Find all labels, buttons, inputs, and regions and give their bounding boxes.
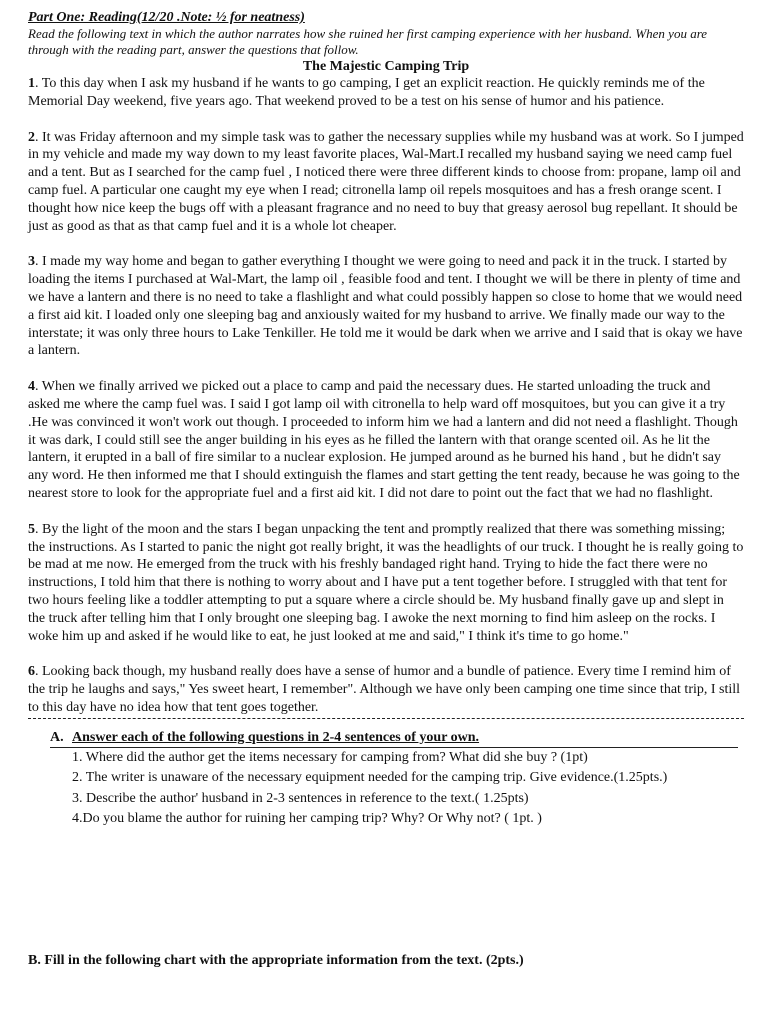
paragraph-text: . By the light of the moon and the stars I began unpacking the tent and promptly realized that there was something missing; the instructions. As I started to panic the night got really bright, it was the headlights of our truck. I thought he is really going to be mad at me now. He emerged from the truck with his freshly bandaged right hand. Trying to hide the fact there were no instructions, I told him that there is nothing to worry about and I have put a tent together before. I struggled with that tent for two hours feeling like a toddler attempting to put a square where a circle should be. My husband finally gave up and slept in the truck after telling him that I only brought one sleeping bag. I awoke the next morning to find him asleep on the rocks. I woke him up and asked if he would like to eat, he just looked at me and said," I think it's time to go home." — [28, 521, 744, 644]
reading-instructions: Read the following text in which the author narrates how she ruined her first camping experience with her husband. When you are through with the reading part, answer the questions that follow. — [28, 26, 708, 57]
story-paragraph-2 — [28, 129, 744, 236]
paragraph-number: 3 — [28, 254, 35, 270]
question-item: 3. Describe the author' husband in 2-3 sentences in reference to the text.( 1.25pts) — [72, 790, 529, 806]
story-paragraph-6 — [28, 663, 744, 718]
story-paragraph-1 — [28, 75, 744, 111]
paragraph-text: . I made my way home and began to gather everything I thought we were going to need and pack it in the truck. I started by loading the items I purchased at Wal-Mart, the lamp oil , feasible food and tent. I thought we will be there in plenty of time and we have a lantern and there is no need to take a flashlight and what could possibly happen so close to home that we would need a first aid kit. I loaded only one sleeping bag and anxiously waited for my husband to arrive. We finally made our way to the interstate; it was only three hours to Lake Tenkiller. He told me it would be dark when we arrive and I said that is okay we have a lantern. — [28, 254, 743, 359]
paragraph-number: 6 — [28, 664, 35, 680]
question-list — [50, 748, 744, 830]
story-paragraph-3 — [28, 253, 744, 360]
section-b-heading: B. Fill in the following chart with the appropriate information from the text. (2pts.) — [28, 953, 524, 968]
paragraph-number: 4 — [28, 379, 35, 395]
paragraph-text: . It was Friday afternoon and my simple task was to gather the necessary supplies while my husband was at work. So I jumped in my vehicle and made my way down to my least favorite places, Wal-Mart.I recalled my husband saying we need camp fuel and a tent. But as I searched for the camp fuel , I noticed there were three different kinds to choose from: propane, lamp oil and camp fuel. A particular one caught my eye when I read; citronella lamp oil repels mosquitoes and has a fresh orange scent. I thought how nice keep the bugs off with a pleasant fragrance and no need to buy that greasy aerosol bug repellant. It should be just as good as that as that camp fuel and it is a whole lot cheaper. — [28, 129, 744, 234]
paragraph-number: 1 — [28, 76, 35, 91]
paragraph-number: 2 — [28, 129, 35, 145]
part-one-heading: Part One: Reading(12/20 .Note: ½ for neatness) — [28, 10, 305, 25]
question-item: 2. The writer is unaware of the necessary equipment needed for the camping trip. Give evidence.(1.25pts.) — [72, 770, 668, 786]
story-paragraph-5 — [28, 521, 744, 646]
question-item: 4.Do you blame the author for ruining her camping trip? Why? Or Why not? ( 1pt. ) — [72, 811, 542, 827]
worksheet-page — [28, 10, 744, 830]
paragraph-number: 5 — [28, 521, 35, 537]
section-a-heading-text: Answer each of the following questions in 2-4 sentences of your own. — [72, 729, 480, 745]
section-a-heading — [50, 729, 738, 748]
paragraph-text: . To this day when I ask my husband if he wants to go camping, I get an explicit reaction. He quickly reminds me of the Memorial Day weekend, five years ago. That weekend proved to be a test on his sense of humor and his patience. — [28, 76, 705, 109]
section-a — [50, 729, 744, 830]
story-title: The Majestic Camping Trip — [302, 59, 470, 74]
question-item: 1. Where did the author get the items necessary for camping from? What did she buy ? (1pt) — [72, 749, 588, 765]
section-a-letter: A. — [50, 729, 64, 745]
paragraph-text: . Looking back though, my husband really does have a sense of humor and a bundle of patience. Every time I remind him of the trip he laughs and says," Yes sweet heart, I remember". Although we have only been camping one time since that trip, I still to this day have no idea how that tent goes together. — [28, 664, 741, 715]
story-paragraph-4 — [28, 378, 744, 503]
paragraph-text: . When we finally arrived we picked out a place to camp and paid the necessary dues. He started unloading the truck and asked me where the camp fuel was. I said I got lamp oil with citronella to help ward off mosquitoes, but you can give it a try .He was convinced it won't work out though. I proceeded to inform him we had a lantern and did not need a flashlight. Though it was dark, I could still see the anger building in his eyes as he filled the lantern with that orange scented oil. As he lit the lantern, it erupted in a ball of fire similar to a nuclear explosion. He jumped around as he burned his hand , but he didn't say any word. He then informed me that I should extinguish the flames and start getting the tent ready, because he was going to the nearest store to look for the appropriate fuel and a first aid kit. I did not dare to point out the fact that we had no flashlight. — [28, 379, 740, 501]
